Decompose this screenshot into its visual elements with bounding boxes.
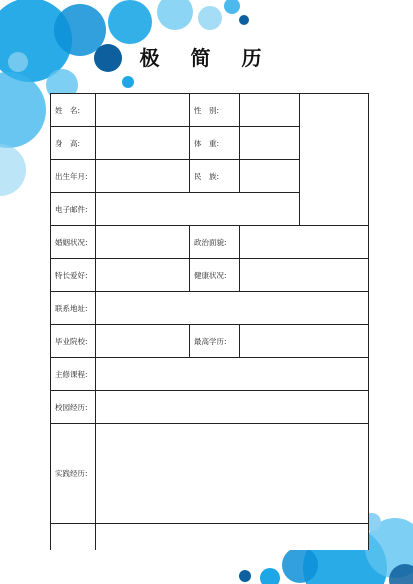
- resume-title: 极 简 历: [139, 46, 274, 70]
- extra-label-cell: [51, 524, 96, 550]
- height-value-cell[interactable]: [96, 127, 190, 160]
- hobbies-label: 特长爱好:: [51, 259, 96, 292]
- courses-value-cell[interactable]: [96, 358, 369, 391]
- form-row: [51, 325, 369, 358]
- practice-label: 实践经历:: [51, 424, 96, 524]
- ethnicity-label: 民 族:: [190, 160, 240, 193]
- photo-cell[interactable]: [300, 94, 369, 226]
- height-label: 身 高:: [51, 127, 96, 160]
- courses-label: 主修课程:: [51, 358, 96, 391]
- weight-value-cell[interactable]: [240, 127, 300, 160]
- form-row: [51, 259, 369, 292]
- marital-value-cell[interactable]: [96, 226, 190, 259]
- form-row: [51, 94, 369, 127]
- gender-label: 性 别:: [190, 94, 240, 127]
- email-value-cell[interactable]: [96, 193, 300, 226]
- resume-form-table: [50, 93, 369, 550]
- hobbies-value-cell[interactable]: [96, 259, 190, 292]
- birth-value-cell[interactable]: [96, 160, 190, 193]
- form-row: [51, 226, 369, 259]
- form-row: [51, 524, 369, 550]
- marital-label: 婚姻状况:: [51, 226, 96, 259]
- extra-value-cell[interactable]: [96, 524, 369, 550]
- email-label: 电子邮件:: [51, 193, 96, 226]
- name-value-cell[interactable]: [96, 94, 190, 127]
- address-value-cell[interactable]: [96, 292, 369, 325]
- campus-value-cell[interactable]: [96, 391, 369, 424]
- school-value-cell[interactable]: [96, 325, 190, 358]
- form-row: [51, 424, 369, 524]
- political-label: 政治面貌:: [190, 226, 240, 259]
- weight-label: 体 重:: [190, 127, 240, 160]
- political-value-cell[interactable]: [240, 226, 369, 259]
- gender-value-cell[interactable]: [240, 94, 300, 127]
- name-label: 姓 名:: [51, 94, 96, 127]
- form-row: [51, 292, 369, 325]
- form-row: [51, 358, 369, 391]
- health-label: 健康状况:: [190, 259, 240, 292]
- degree-value-cell[interactable]: [240, 325, 369, 358]
- campus-label: 校园经历:: [51, 391, 96, 424]
- birth-label: 出生年月:: [51, 160, 96, 193]
- ethnicity-value-cell[interactable]: [240, 160, 300, 193]
- address-label: 联系地址:: [51, 292, 96, 325]
- degree-label: 最高学历:: [190, 325, 240, 358]
- health-value-cell[interactable]: [240, 259, 369, 292]
- school-label: 毕业院校:: [51, 325, 96, 358]
- form-row: [51, 391, 369, 424]
- practice-value-cell[interactable]: [96, 424, 369, 524]
